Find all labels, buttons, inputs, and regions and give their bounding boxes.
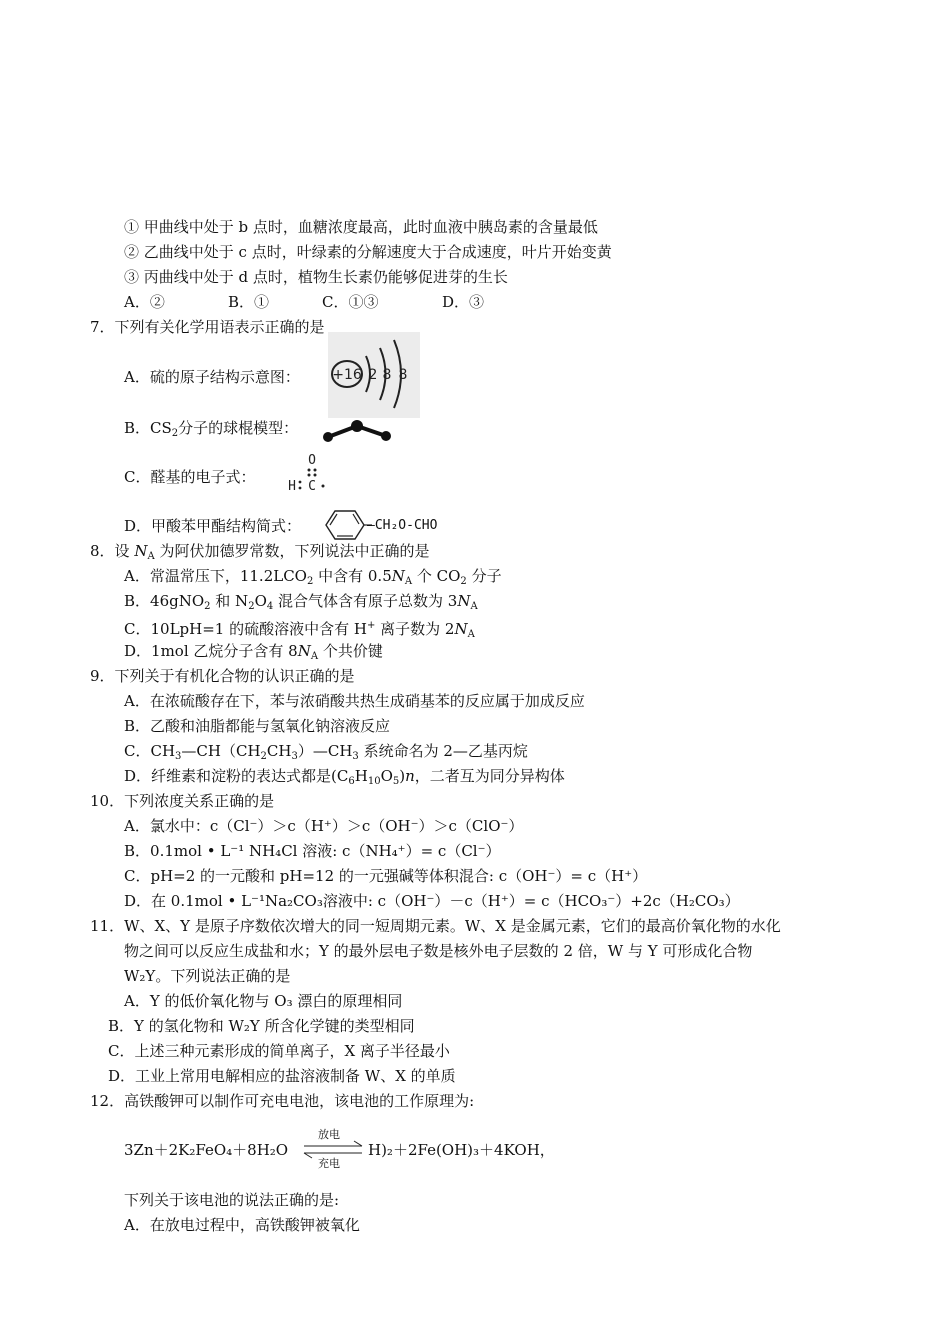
- q8-option-b: B．46gNO$_2$ 和 $N_2O_4$ 混合气体含有原子总数为 $3N_A$: [124, 592, 478, 612]
- q8-stem-prefix: 8．设: [90, 542, 135, 560]
- q7-b-subscript: 2: [171, 428, 179, 439]
- atom-shell-3-electrons: 8: [398, 367, 408, 383]
- q6-option-c: C．①③: [322, 293, 379, 311]
- q9-option-d: D．纤维素和淀粉的表达式都是$(C_6H_{10}O_5)n$，二者互为同分异构体: [124, 767, 565, 787]
- reversible-reaction-arrow: [300, 1128, 366, 1172]
- q8-option-d: D．1mol 乙烷分子含有 $8N_A$ 个共价键: [124, 642, 383, 662]
- cs2-ball-stick-model: [322, 418, 394, 444]
- atom-nucleus-label: +16: [332, 367, 362, 383]
- electron-formula-hydrogen: H: [288, 479, 296, 494]
- q12-equation-right: H)₂＋2Fe(OH)₃＋4KOH，: [368, 1141, 555, 1159]
- q9-option-c: C．$CH_3—CH(CH_2CH_3)—CH_3$ 系统命名为 2—乙基丙烷: [124, 742, 528, 762]
- q11-option-a: A．Y 的低价氧化物与 O₃ 漂白的原理相同: [124, 992, 403, 1010]
- q7-option-d: D．甲酸苯甲酯结构简式：: [124, 517, 302, 535]
- q7-option-b: [124, 418, 298, 444]
- q11-option-c: C．上述三种元素形成的简单离子，X 离子半径最小: [108, 1042, 450, 1060]
- q7-option-c: C．醛基的电子式：: [124, 468, 256, 486]
- arrow-label-discharge: 放电: [318, 1128, 340, 1141]
- q10-option-b: B．0.1mol • L⁻¹ NH₄Cl 溶液: c（NH₄⁺）= c（Cl⁻）: [124, 842, 501, 860]
- q7-option-a: A．硫的原子结构示意图：: [124, 368, 300, 386]
- atom-shell-1-electrons: 2: [368, 367, 378, 383]
- q10-option-d: D．在 0.1mol • L⁻¹Na₂CO₃溶液中: c（OH⁻）－c（H⁺）= c（HCO₃⁻）+2c（H₂CO₃）: [124, 892, 740, 910]
- q12-stem: 12．高铁酸钾可以制作可充电电池，该电池的工作原理为:: [90, 1092, 475, 1110]
- q6-option-b: B．①: [228, 293, 270, 311]
- q11-option-d: D．工业上常用电解相应的盐溶液制备 W、X 的单质: [108, 1067, 456, 1085]
- q9-option-b: B．乙酸和油脂都能与氢氧化钠溶液反应: [124, 717, 391, 735]
- atom-shell-2-electrons: 8: [382, 367, 392, 383]
- q11-stem-line-3: W₂Y。下列说法正确的是: [124, 967, 291, 985]
- q12-equation-left: 3Zn＋2K₂FeO₄＋8H₂O: [124, 1141, 289, 1159]
- ester-chain-text: —CH₂O-CHO: [367, 518, 438, 533]
- electron-formula-carbon: C: [308, 479, 316, 494]
- q11-stem-line-1: 11．W、X、Y 是原子序数依次增大的同一短周期元素。W、X 是金属元素，它们的最高价氧化物的水化: [90, 917, 781, 935]
- q8-stem: [90, 541, 429, 567]
- q10-stem: 10．下列浓度关系正确的是: [90, 792, 275, 810]
- q11-stem-line-2: 物之间可以反应生成盐和水；Y 的最外层电子数是核外电子层数的 2 倍，W 与 Y 可形成化合物: [124, 942, 753, 960]
- q9-stem: 9．下列关于有机化合物的认识正确的是: [90, 667, 355, 685]
- q6-statement-1: ① 甲曲线中处于 b 点时，血糖浓度最高，此时血液中胰岛素的含量最低: [124, 218, 598, 236]
- q10-option-a: A．氯水中：c（Cl⁻）＞c（H⁺）＞c（OH⁻）＞c（ClO⁻）: [124, 817, 524, 835]
- q6-statement-2: ② 乙曲线中处于 c 点时，叶绿素的分解速度大于合成速度，叶片开始变黄: [124, 243, 612, 261]
- arrow-label-charge: 充电: [318, 1157, 340, 1170]
- q8-option-a: A．常温常压下，$11.2LCO_2$ 中含有 $0.5N_A$ 个 $CO_2$ 分子: [124, 567, 502, 587]
- q6-option-d: D．③: [442, 293, 485, 311]
- aldehyde-electron-formula: [284, 450, 328, 496]
- q12-question: 下列关于该电池的说法正确的是:: [124, 1191, 340, 1209]
- q8-stem-suffix: 为阿伏加德罗常数，下列说法中正确的是: [154, 542, 430, 560]
- q8-na-symbol: N: [134, 542, 148, 560]
- q8-option-c: C．10LpH=1 的硫酸溶液中含有 H+ 离子数为 $2N_A$: [124, 620, 475, 640]
- q11-option-b: B．Y 的氢化物和 W₂Y 所含化学键的类型相同: [108, 1017, 415, 1035]
- q9-option-a: A．在浓硫酸存在下，苯与浓硝酸共热生成硝基苯的反应属于加成反应: [124, 692, 585, 710]
- electron-formula-oxygen: O: [308, 453, 316, 468]
- q12-option-a: A．在放电过程中，高铁酸钾被氧化: [124, 1216, 360, 1234]
- q10-option-c: C．pH=2 的一元酸和 pH=12 的一元强碱等体积混合: c（OH⁻）= c（H⁺）: [124, 867, 648, 885]
- sulfur-atom-structure-diagram: [328, 332, 420, 418]
- q6-statement-3: ③ 丙曲线中处于 d 点时，植物生长素仍能够促进芽的生长: [124, 268, 508, 286]
- q7-b-formula: B．CS: [124, 419, 172, 437]
- q7-stem: 7．下列有关化学用语表示正确的是: [90, 318, 325, 336]
- q6-option-a: A．②: [124, 293, 165, 311]
- q8-na-subscript: A: [147, 551, 155, 562]
- q7-b-text: 分子的球棍模型：: [178, 419, 299, 437]
